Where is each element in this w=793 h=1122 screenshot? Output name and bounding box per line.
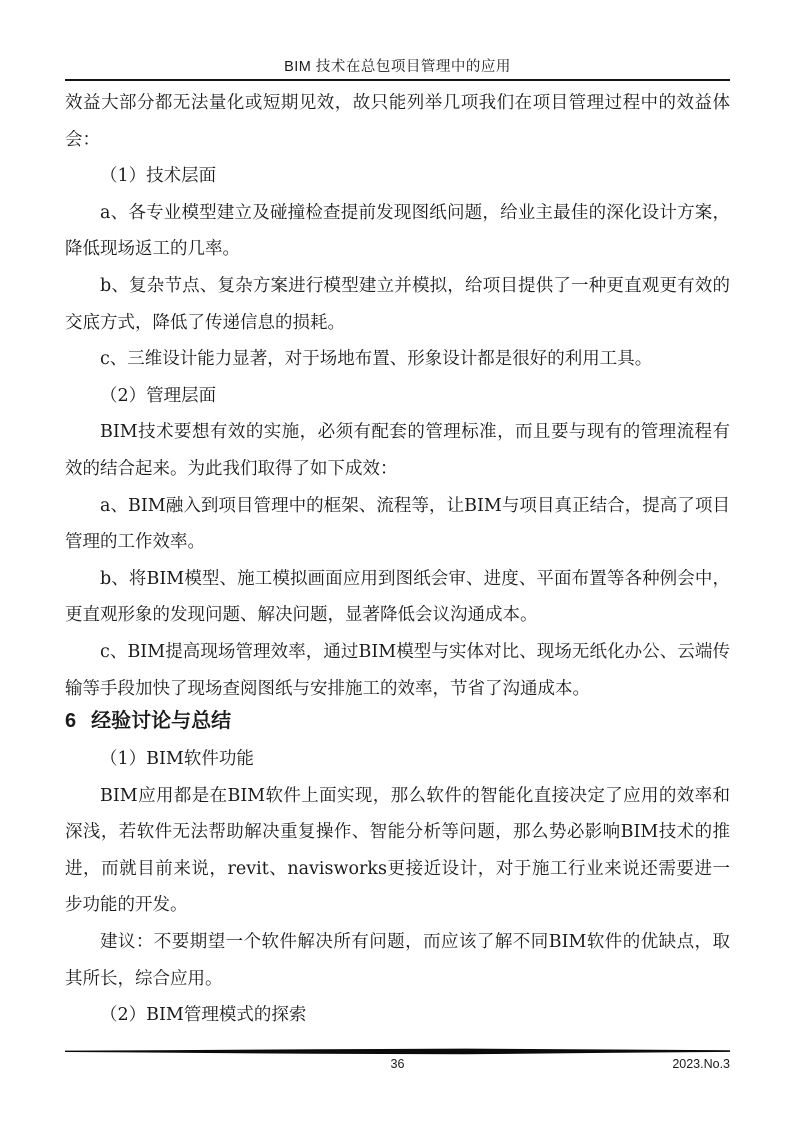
section-title: 经验讨论与总结 (91, 710, 232, 733)
section-heading (65, 709, 730, 733)
footer-rule (65, 1048, 730, 1056)
body-paragraph: BIM技术要想有效的实施，必须有配套的管理标准，而且要与现有的管理流程有效的结合起来。为此我们取得了如下成效： (65, 422, 730, 479)
body-paragraph: 效益大部分都无法量化或短期见效，故只能列举几项我们在项目管理过程中的效益体会： (65, 93, 730, 150)
page-header (65, 0, 730, 81)
body-paragraph: c、三维设计能力显著，对于场地布置、形象设计都是很好的利用工具。 (100, 349, 653, 370)
body-paragraph: a、各专业模型建立及碰撞检查提前发现图纸问题，给业主最佳的深化设计方案，降低现场返工的几率。 (65, 202, 730, 260)
section-number: 6 (65, 710, 77, 733)
body-paragraph: c、BIM提高现场管理效率，通过BIM模型与实体对比、现场无纸化办公、云端传输等手段加快了现场查阅图纸与安排施工的效率，节省了沟通成本。 (65, 641, 730, 699)
footer-row (65, 1056, 730, 1074)
body-paragraph: a、BIM融入到项目管理中的框架、流程等，让BIM与项目真正结合，提高了项目管理的工作效率。 (65, 495, 730, 553)
page-footer (65, 1048, 730, 1074)
body-paragraph: b、将BIM模型、施工模拟画面应用到图纸会审、进度、平面布置等各种例会中，更直观形象的发现问题、解决问题，显著降低会议沟通成本。 (65, 568, 730, 626)
body-paragraph: （2）管理层面 (100, 385, 217, 406)
page-body (65, 85, 730, 1034)
body-paragraph: 建议：不要期望一个软件解决所有问题，而应该了解不同BIM软件的优缺点，取其所长，综合应用。 (65, 932, 730, 989)
page-number: 36 (390, 1057, 405, 1071)
running-header-title: BIM 技术在总包项目管理中的应用 (284, 59, 511, 75)
body-paragraph: （1）技术层面 (100, 166, 217, 187)
body-paragraph: （1）BIM软件功能 (100, 749, 254, 770)
body-paragraph: b、复杂节点、复杂方案进行模型建立并模拟，给项目提供了一种更直观更有效的交底方式，降低了传递信息的损耗。 (65, 275, 730, 333)
body-paragraph: BIM应用都是在BIM软件上面实现，那么软件的智能化直接决定了应用的效率和深浅，若软件无法帮助解决重复操作、智能分析等问题，那么势必影响BIM技术的推进，而就目前来说，revit、navisworks更接近设计，对于施工行业来说还需要进一步功能的开发。 (65, 785, 730, 916)
body-paragraph: （2）BIM管理模式的探索 (100, 1005, 307, 1026)
issue-label: 2023.No.3 (672, 1057, 730, 1071)
